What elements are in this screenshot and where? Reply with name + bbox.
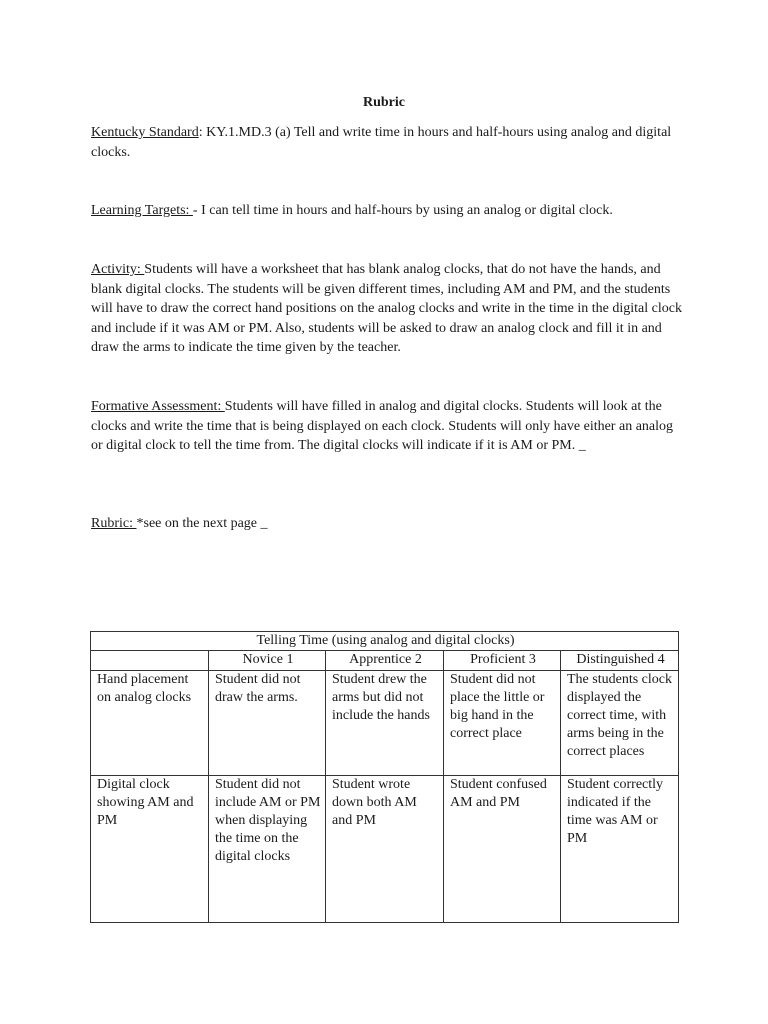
table-header-cell: Apprentice 2 [326, 651, 444, 671]
rubric-table [90, 631, 679, 923]
table-header-cell: Proficient 3 [444, 651, 561, 671]
table-cell: Student did not include AM or PM when displaying the time on the digital clocks [209, 776, 326, 923]
table-cell: The students clock displayed the correct time, with arms being in the correct places [561, 671, 679, 776]
table-header-cell: Distinguished 4 [561, 651, 679, 671]
formative-assessment-paragraph [91, 397, 683, 456]
learning-targets-label: Learning Targets: [91, 203, 193, 218]
kentucky-standard-text: : KY.1.MD.3 (a) Tell and write time in hours and half-hours using analog and digital clocks. [91, 125, 672, 160]
table-header-cell: Novice 1 [209, 651, 326, 671]
table-cell: Student correctly indicated if the time was AM or PM [561, 776, 679, 923]
rubric-note-paragraph [91, 514, 683, 534]
kentucky-standard-paragraph [91, 123, 683, 162]
activity-label: Activity: [91, 262, 145, 277]
activity-text: Students will have a worksheet that has blank analog clocks, that do not have the hands, and blank digital clocks. The students will be given different times, including AM and PM, and the students will have to draw the correct hand positions on the analog clocks and write in the time in the digital clock and include if it was AM or PM. Also, students will be asked to draw an analog clock and fill it in and draw the arms to indicate the time given by the teacher. [91, 262, 682, 355]
formative-assessment-text: Students will have filled in analog and digital clocks. Students will look at the clocks and write the time that is being displayed on each clock. Students will only have either an analog or digital clock to tell the time from. The digital clocks will indicate if it is AM or PM. _ [91, 399, 674, 453]
rubric-note-label: Rubric: [91, 516, 137, 531]
table-cell: Student wrote down both AM and PM [326, 776, 444, 923]
table-cell: Student confused AM and PM [444, 776, 561, 923]
activity-paragraph [91, 260, 683, 358]
table-caption-row [91, 632, 679, 651]
table-caption: Telling Time (using analog and digital clocks) [91, 632, 679, 651]
table-cell: Student did not draw the arms. [209, 671, 326, 776]
criterion-cell: Digital clock showing AM and PM [91, 776, 209, 923]
table-row [91, 776, 679, 923]
table-row [91, 671, 679, 776]
page-title: Rubric [363, 95, 405, 110]
learning-targets-paragraph [91, 201, 683, 221]
kentucky-standard-label: Kentucky Standard [91, 125, 199, 140]
table-header-cell [91, 651, 209, 671]
formative-assessment-label: Formative Assessment: [91, 399, 225, 414]
criterion-cell: Hand placement on analog clocks [91, 671, 209, 776]
rubric-note-text: *see on the next page _ [136, 516, 268, 531]
table-cell: Student did not place the little or big hand in the correct place [444, 671, 561, 776]
table-header-row [91, 651, 679, 671]
learning-targets-text: - I can tell time in hours and half-hours by using an analog or digital clock. [192, 203, 613, 218]
table-cell: Student drew the arms but did not include the hands [326, 671, 444, 776]
